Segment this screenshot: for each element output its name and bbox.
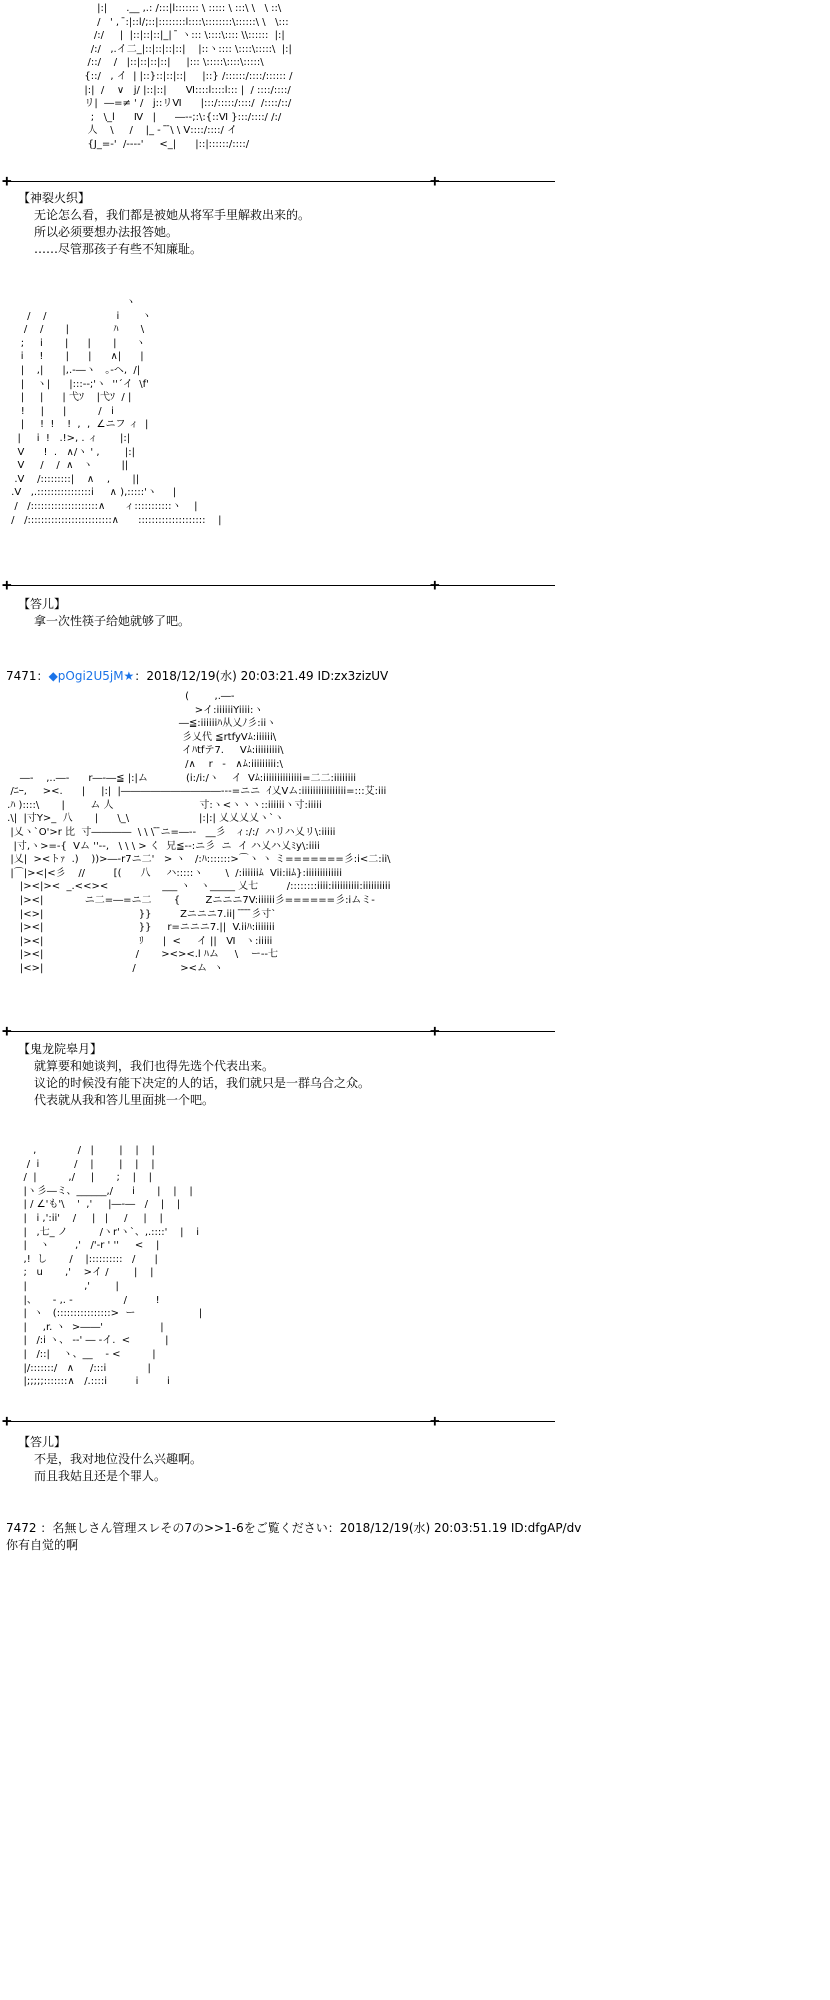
speaker-name: 【答儿】	[18, 597, 67, 611]
dialogue-line: 不是，我对地位没什么兴趣啊。	[34, 1452, 203, 1466]
panel-separator-2	[10, 585, 555, 586]
speaker-name: 【鬼龙院皋月】	[18, 1042, 103, 1056]
ascii-art-panel-1: |:| .__ ,.: /:::|l::::::: \ ::::: \ :::\ \ \ ::\ / ' , ̄:|::l/;::|::::::::l::::\::::::::\::::::\ \ \::: /:/ | |::|::|::|_| ̄ ヽ::: \::::\:::: \\:::::: |:| /:/ ,.イ二_|::|::|::|::| |::ヽ:::: \::::\:::::\ |:| /::/ / |::|::|::|::| |::: \:::::\::::\:::::\ {::/ , イ | |::}::|::|::| |::} /::::::/::::/:::::: / |:| / ∨ j/ |::|::| Ⅵ::::l::::l::: | / ::::/::::/ リ| ―=≠ ' / j::リⅥ |:::/:::::/::::/ /::::/::/ ; \_l Ⅳ | ―--;:\:{::Ⅵ }:::/::::/ /:/ 人 \ / |_ - ̄ ̄\ \ Ⅴ::::/::::/ イ {J_=-' /----' <_| |::|::::::/::::/	[84, 3, 293, 150]
separator-end-marker: +	[2, 171, 12, 190]
panel-separator-3	[10, 1031, 555, 1032]
star-icon: ★	[123, 669, 135, 683]
post-header: 7472 ：名無しさん管理スレその7の>>1-6をご覧ください：2018/12/19(水) 20:03:51.19 ID:dfgAP/dv	[6, 1521, 582, 1535]
separator-end-marker: +	[2, 1411, 12, 1430]
dialogue-line: 拿一次性筷子给她就够了吧。	[34, 614, 191, 628]
panel-separator-4	[10, 1421, 555, 1422]
dialogue-line: 代表就从我和答儿里面挑一个吧。	[34, 1093, 215, 1107]
dialogue-line: ……尽管那孩子有些不知廉耻。	[34, 242, 203, 256]
speaker-name: 【神裂火织】	[18, 191, 91, 205]
separator-end-marker: +	[430, 1021, 440, 1040]
dialogue-line: 就算要和她谈判，我们也得先选个代表出来。	[34, 1059, 275, 1073]
separator-end-marker: +	[430, 171, 440, 190]
dialogue-line: 所以必须要想办法报答她。	[34, 225, 179, 239]
dialogue-line: 而且我姑且还是个罪人。	[34, 1469, 167, 1483]
poster-name-link[interactable]: ◆pOgi2U5jM	[48, 669, 124, 683]
ascii-art-panel-3: ( ,.―- >イ:iiiiiiYiiii:ヽ ―≦:iiiiiiﾊ从乂ﾉ彡:iiヽ 彡乂代 ≦rtfyVﾑ:iiiiii\ イﾊtfテ7. Vﾑ:iiiiiiiii\ /∧ r - ∧ﾑ:iiiiiiiii:\ ―- ,..―- r―-―≦ |:|ム (i:/i:/ヽ イ Vﾑ:iiiiiiiiiiiiii=二二:iiiiiiii /ﾆｰ, ><. | |:| |――――――――――---=ニニ ｲ乂Vム:iiiiiiiiiiiiiiii=:::艾:iii .ﾊ )::::\ | ム 人 寸:ヽ<ヽヽヽ::iiiiiiヽ寸:iiiii .\| |寸Y>_ 八 | \_\ |:|:| 乂乂乂乂ヽ`ヽ |乂ヽ`O'>r 比 寸―――― \ \ \ ̄ ̄ニ=―-- __彡 ィ:/:/ ハリハ乂リ\:iiiii |寸,ヽ>=-{ Vム ''--, \ \ \ > く 兄≦--:ニ彡 ニ イ ハ乂ハ乂ﾐy\:iiii |乂| ><トｧ .) ))>―-r7ニ二' > ヽ /:ﾊ:::::::>⌒ヽ ヽ ミ=======彡:i<二:ii\ |⌒|><|<彡 // [( 八 ハ:::::ヽ \ /:iiiiiiﾑ Vii:iiﾑ}:iiiiiiiiiiiii |><|>< _.<<>< ___ ヽ ヽ_____ 乂七 /::::::::iiii:iiiiiiiiii:iiiiiiiiii |><| ニ二=―=ニ二 { Zニニニ7V:iiiiii彡======彡:iムミ- |<>| }} Zニニニ7.ii| ̄ ̄ ̄ ̄彡寸` |><| }} r=ニニニ7.|| V.iiﾊ:iiiiiii |><| ﾘ | < イ || Ⅵ ヽ:iiiii |><| / ><><.l ﾊム \ ー--七 |<>| / ><ム ヽ	[7, 691, 391, 974]
speaker-name: 【答儿】	[18, 1435, 67, 1449]
separator-end-marker: +	[430, 1411, 440, 1430]
panel-separator-1	[10, 181, 555, 182]
dialogue-line: 议论的时候没有能下决定的人的话，我们就只是一群乌合之众。	[34, 1076, 371, 1090]
separator-end-marker: +	[2, 1021, 12, 1040]
header-separator: ：	[36, 669, 49, 683]
post-header	[6, 668, 388, 684]
ascii-art-panel-4: , / | | | | / i / | | | | / | ,/ | ; | | |ヽ彡―ミ、______,/ i | | | | / ∠'も'\ ' ,' |―-― / | | | i ,':ii' / | | / | | | ,七_ ノ /ヽr'ヽ`、,.::::' | i | ヽ ,' /'-r ' '' < | ,! し / |:::::::::: / | ; u ,' >イ / | | | ,' | |、 - ,. - / ! | ヽ (::::::::::::::::> ー | | ,r. ヽ >――' | | /:i ヽ、 --' ― -イ. < | | /::| ヽ、__ - < | |/:::::::/ ∧ /:::i | |;;;;;:::::::∧ /.::::i i i	[23, 1145, 203, 1388]
post-number: 7471	[6, 669, 37, 683]
ascii-art-panel-2: ヽ / / i ヽ / / | ﾊ \ ; i | | | ヽ i ! | | ∧| | | ,| |,.-―ヽ ｡-ヘ, /| | ヽ| |:::--;'ヽ ''´イ \f' | | | 弋ｿ |弋ｿ / | ! | | / i | ! ! ! , , ∠ニフ ィ | | i ! .!>, . ィ |:| V ! . ∧/ヽ ' , |:| V / / ∧ ヽ || .V /:::::::::| ∧ , || .V ,.::::::::::::::::i ∧ ),:::::'ヽ | / /::::::::::::::::::::∧ ィ:::::::::::ヽ | / /:::::::::::::::::::::::::∧ :::::::::::::::::::: |	[11, 297, 222, 526]
separator-end-marker: +	[430, 575, 440, 594]
separator-end-marker: +	[2, 575, 12, 594]
dialogue-line: 无论怎么看，我们都是被她从将军手里解救出来的。	[34, 208, 311, 222]
post-body-line: 你有自觉的啊	[6, 1538, 79, 1552]
post-meta: ：2018/12/19(水) 20:03:21.49 ID:zx3zizUV	[134, 669, 389, 683]
